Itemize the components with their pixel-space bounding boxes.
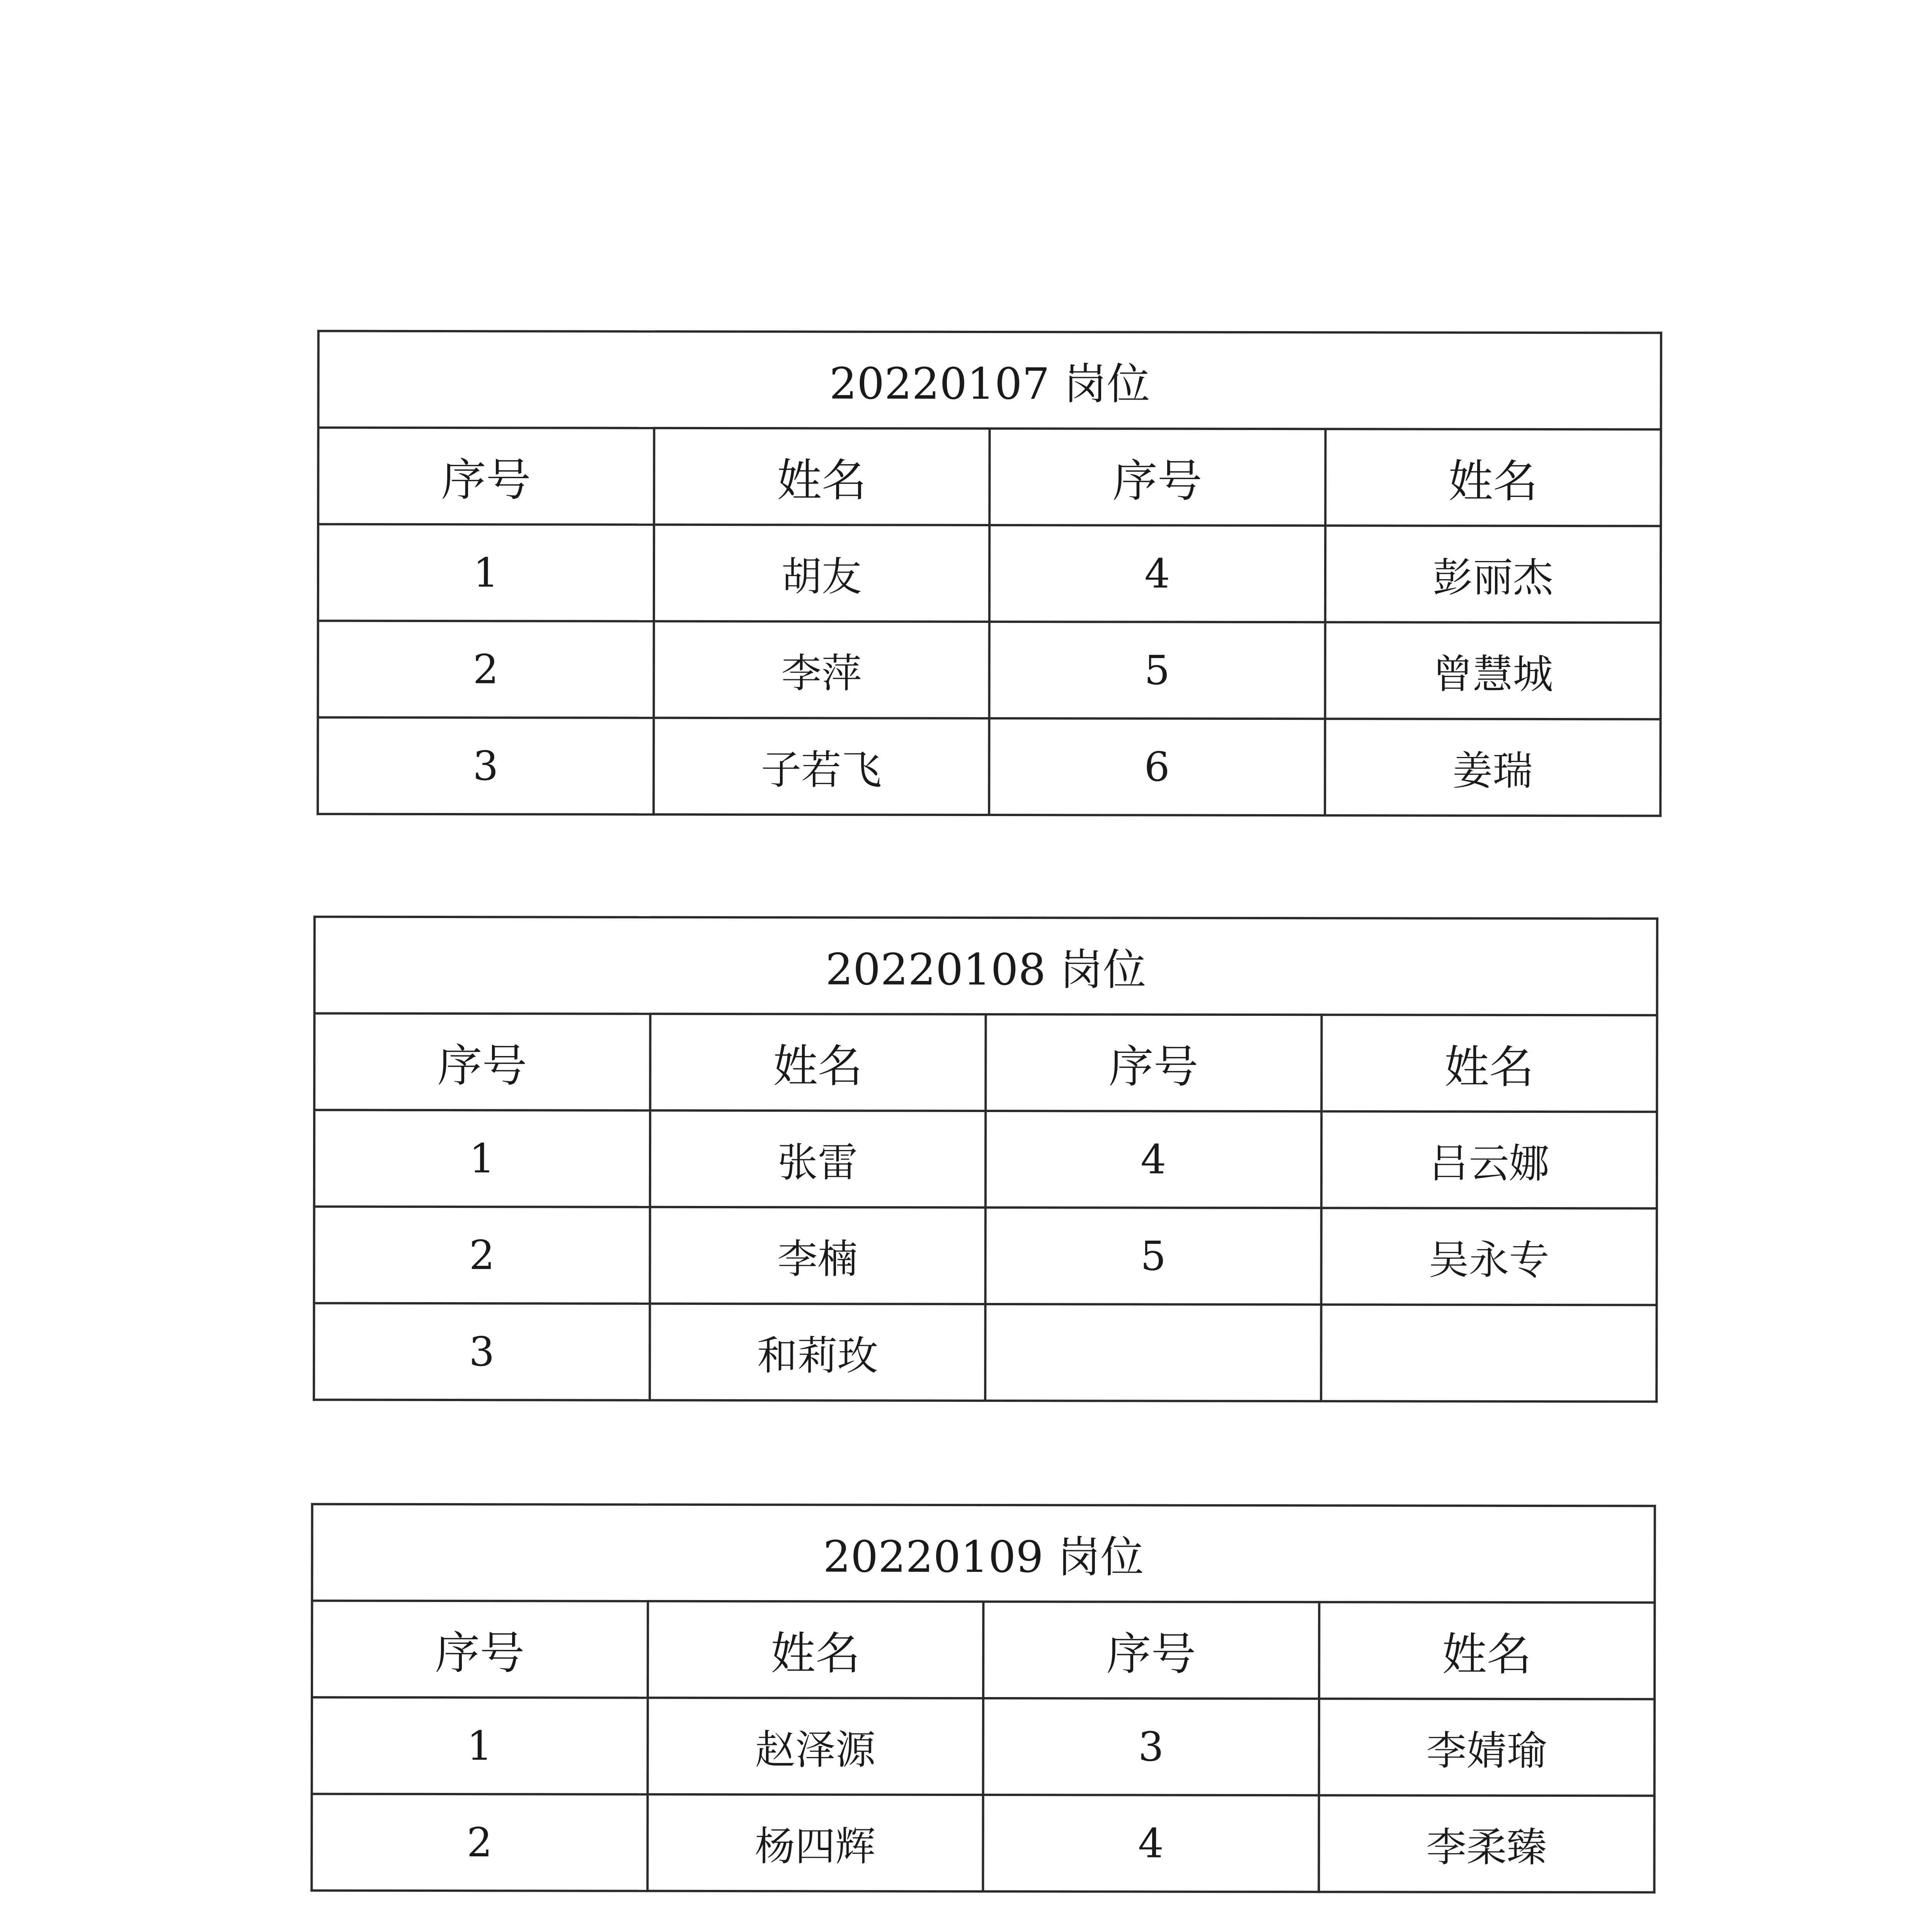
name-cell: 胡友 [654,525,989,622]
table-row [318,524,1661,623]
seq-cell: 3 [318,718,654,815]
seq-cell: 5 [985,1208,1321,1304]
name-cell: 吕云娜 [1321,1111,1657,1208]
seq-cell: 3 [983,1698,1319,1795]
table-row [312,1794,1654,1893]
table-title: 20220109 岗位 [312,1504,1655,1603]
post-table-20220107 [317,330,1662,817]
header-seq: 序号 [314,1014,650,1111]
header-name: 姓名 [1319,1602,1655,1699]
table-row [312,1697,1655,1796]
table-row [318,718,1660,816]
table-title: 20220107 岗位 [318,331,1661,430]
name-cell: 和莉玫 [650,1304,986,1401]
empty-cell [985,1304,1321,1401]
seq-cell: 6 [989,718,1325,815]
header-name: 姓名 [1321,1015,1657,1112]
seq-cell: 2 [318,621,654,718]
name-cell: 张雷 [650,1111,986,1208]
header-name: 姓名 [650,1014,986,1111]
name-cell: 吴永专 [1321,1208,1657,1305]
table-row [314,1110,1657,1209]
empty-cell [1321,1304,1657,1401]
seq-cell: 4 [986,1111,1321,1208]
name-cell: 李楠 [650,1207,986,1304]
seq-cell: 1 [314,1110,650,1207]
header-seq: 序号 [986,1014,1321,1111]
name-cell: 杨四辉 [647,1794,983,1891]
header-seq: 序号 [312,1601,648,1698]
header-name: 姓名 [654,428,990,525]
seq-cell: 1 [318,524,654,621]
post-table-20220108 [313,916,1658,1403]
header-seq: 序号 [989,429,1325,526]
seq-cell: 4 [983,1795,1319,1892]
table-row [314,1303,1657,1402]
name-cell: 彭丽杰 [1325,526,1661,622]
table-row [314,1207,1657,1305]
name-cell: 李萍 [654,621,989,718]
header-name: 姓名 [1325,429,1661,526]
table-title: 20220108 岗位 [315,917,1657,1015]
seq-cell: 1 [312,1697,648,1794]
name-cell: 赵泽源 [647,1698,983,1795]
name-cell: 姜瑞 [1325,719,1661,816]
header-seq: 序号 [318,428,654,525]
header-name: 姓名 [648,1601,984,1698]
header-seq: 序号 [983,1602,1319,1699]
seq-cell: 5 [989,622,1325,719]
name-cell: 曾慧城 [1325,622,1661,719]
seq-cell: 2 [312,1794,647,1891]
table-row [318,621,1660,719]
name-cell: 李婧瑜 [1319,1699,1655,1796]
post-table-20220109 [310,1503,1656,1894]
name-cell: 李柔臻 [1319,1795,1655,1892]
seq-cell: 4 [989,525,1325,622]
seq-cell: 3 [314,1303,650,1400]
name-cell: 子若飞 [654,718,989,815]
seq-cell: 2 [314,1207,650,1304]
